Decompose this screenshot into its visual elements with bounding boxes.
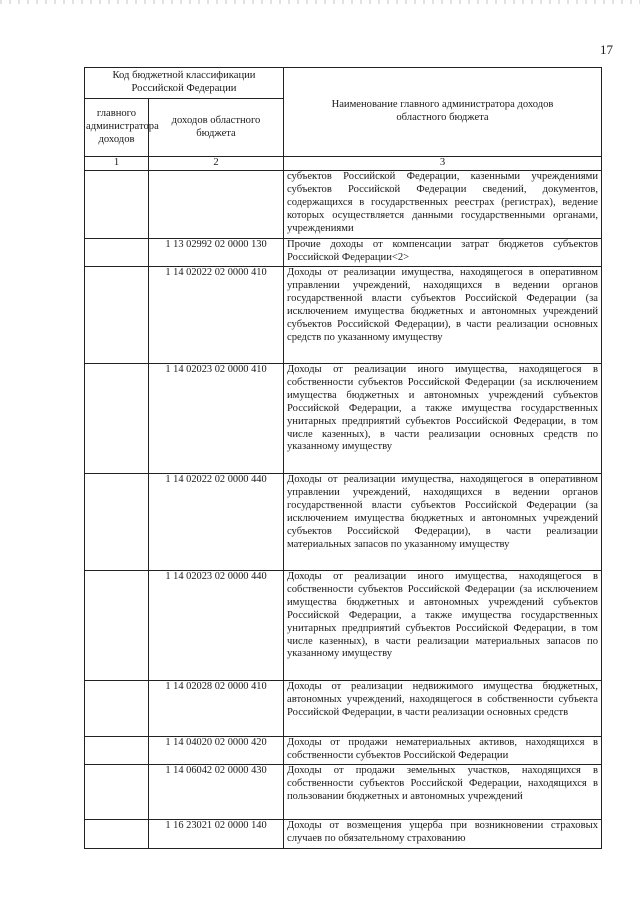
- admin-code-cell: [85, 266, 149, 363]
- table-header: [85, 68, 602, 171]
- kbk-header: Код бюджетной классификации Российской Федерации: [85, 68, 284, 99]
- column-number: 2: [149, 157, 284, 171]
- table-row: [85, 473, 602, 570]
- revenue-code-cell: 1 14 04020 02 0000 420: [149, 736, 284, 764]
- table-row: [85, 764, 602, 819]
- name-column-header: [284, 68, 602, 157]
- revenue-code-cell: 1 13 02992 02 0000 130: [149, 238, 284, 266]
- revenue-code-cell: [149, 170, 284, 238]
- table-row: [85, 819, 602, 848]
- revenue-column-header: [149, 99, 284, 157]
- revenue-name-cell: Прочие доходы от компенсации затрат бюджетов субъектов Российской Федерации<2>: [284, 238, 602, 266]
- admin-code-cell: [85, 764, 149, 819]
- table-row: [85, 266, 602, 363]
- scan-artifact-top: [0, 0, 640, 4]
- revenue-table: [84, 67, 602, 849]
- admin-code-cell: [85, 238, 149, 266]
- revenue-name-cell: Доходы от продажи земельных участков, находящихся в собственности субъектов Российской Федерации, находящихся в пользовании бюджетных и автономных учреждений: [284, 764, 602, 819]
- admin-code-cell: [85, 170, 149, 238]
- revenue-name-cell: Доходы от реализации имущества, находящегося в оперативном управлении учреждений, находящихся в ведении органов государственной власти субъектов Российской Федерации (за исключением имущества бюджетных и автономных учреждений субъектов Российской Федерации), в части реализации основных средств по указанному имуществу: [284, 266, 602, 363]
- revenue-code-cell: 1 14 02022 02 0000 410: [149, 266, 284, 363]
- revenue-code-cell: 1 14 02023 02 0000 410: [149, 363, 284, 473]
- admin-code-cell: [85, 680, 149, 736]
- revenue-column-header-text: доходов областного бюджета: [171, 114, 261, 139]
- column-number: 1: [85, 157, 149, 171]
- revenue-name-cell: Доходы от реализации недвижимого имущества бюджетных, автономных учреждений, находящегося в собственности субъекта Российской Федерации, в части реализации основных средств: [284, 680, 602, 736]
- revenue-name-cell: Доходы от реализации имущества, находящегося в оперативном управлении учреждений, находящихся в ведении органов государственной власти субъектов Российской Федерации (за исключением имущества бюджетных и автономных учреждений субъектов Российской Федерации), в части реализации материальных запасов по указанному имуществу: [284, 473, 602, 570]
- column-number-row: [85, 157, 602, 171]
- revenue-name-cell: субъектов Российской Федерации, казенными учреждениями субъектов Российской Федерации сведений, документов, содержащихся в государственных реестрах (регистрах), ведение которых осуществляется данными государственными органами, учреждениями: [284, 170, 602, 238]
- admin-code-cell: [85, 736, 149, 764]
- admin-code-cell: [85, 363, 149, 473]
- admin-code-cell: [85, 473, 149, 570]
- table-row: [85, 238, 602, 266]
- column-number: 3: [284, 157, 602, 171]
- revenue-code-cell: 1 14 02023 02 0000 440: [149, 570, 284, 680]
- table-row: [85, 736, 602, 764]
- table-row: [85, 170, 602, 238]
- admin-code-cell: [85, 819, 149, 848]
- revenue-code-cell: 1 14 02022 02 0000 440: [149, 473, 284, 570]
- name-column-header-text: Наименование главного администратора доходов областного бюджета: [331, 99, 554, 123]
- revenue-name-cell: Доходы от реализации иного имущества, находящегося в собственности субъектов Российской Федерации (за исключением имущества бюджетных и автономных учреждений субъектов Российской Федерации, а также имущества государственных унитарных предприятий субъектов Российской Федерации, в том числе казенных), в части реализации материальных запасов по указанному имуществу: [284, 570, 602, 680]
- revenue-name-cell: Доходы от продажи нематериальных активов, находящихся в собственности субъектов Российской Федерации: [284, 736, 602, 764]
- table-body: [85, 170, 602, 848]
- revenue-code-cell: 1 14 02028 02 0000 410: [149, 680, 284, 736]
- revenue-code-cell: 1 16 23021 02 0000 140: [149, 819, 284, 848]
- table-row: [85, 363, 602, 473]
- table-row: [85, 680, 602, 736]
- admin-code-cell: [85, 570, 149, 680]
- revenue-code-cell: 1 14 06042 02 0000 430: [149, 764, 284, 819]
- admin-column-header: главного администратора доходов: [85, 99, 149, 157]
- revenue-name-cell: Доходы от реализации иного имущества, находящегося в собственности субъектов Российской Федерации (за исключением имущества бюджетных и автономных учреждений субъектов Российской Федерации, а также имущества государственных унитарных предприятий субъектов Российской Федерации, в том числе казенных), в части реализации основных средств по указанному имуществу: [284, 363, 602, 473]
- revenue-name-cell: Доходы от возмещения ущерба при возникновении страховых случаев по обязательному страхованию: [284, 819, 602, 848]
- page-number: 17: [600, 42, 613, 57]
- table-row: [85, 570, 602, 680]
